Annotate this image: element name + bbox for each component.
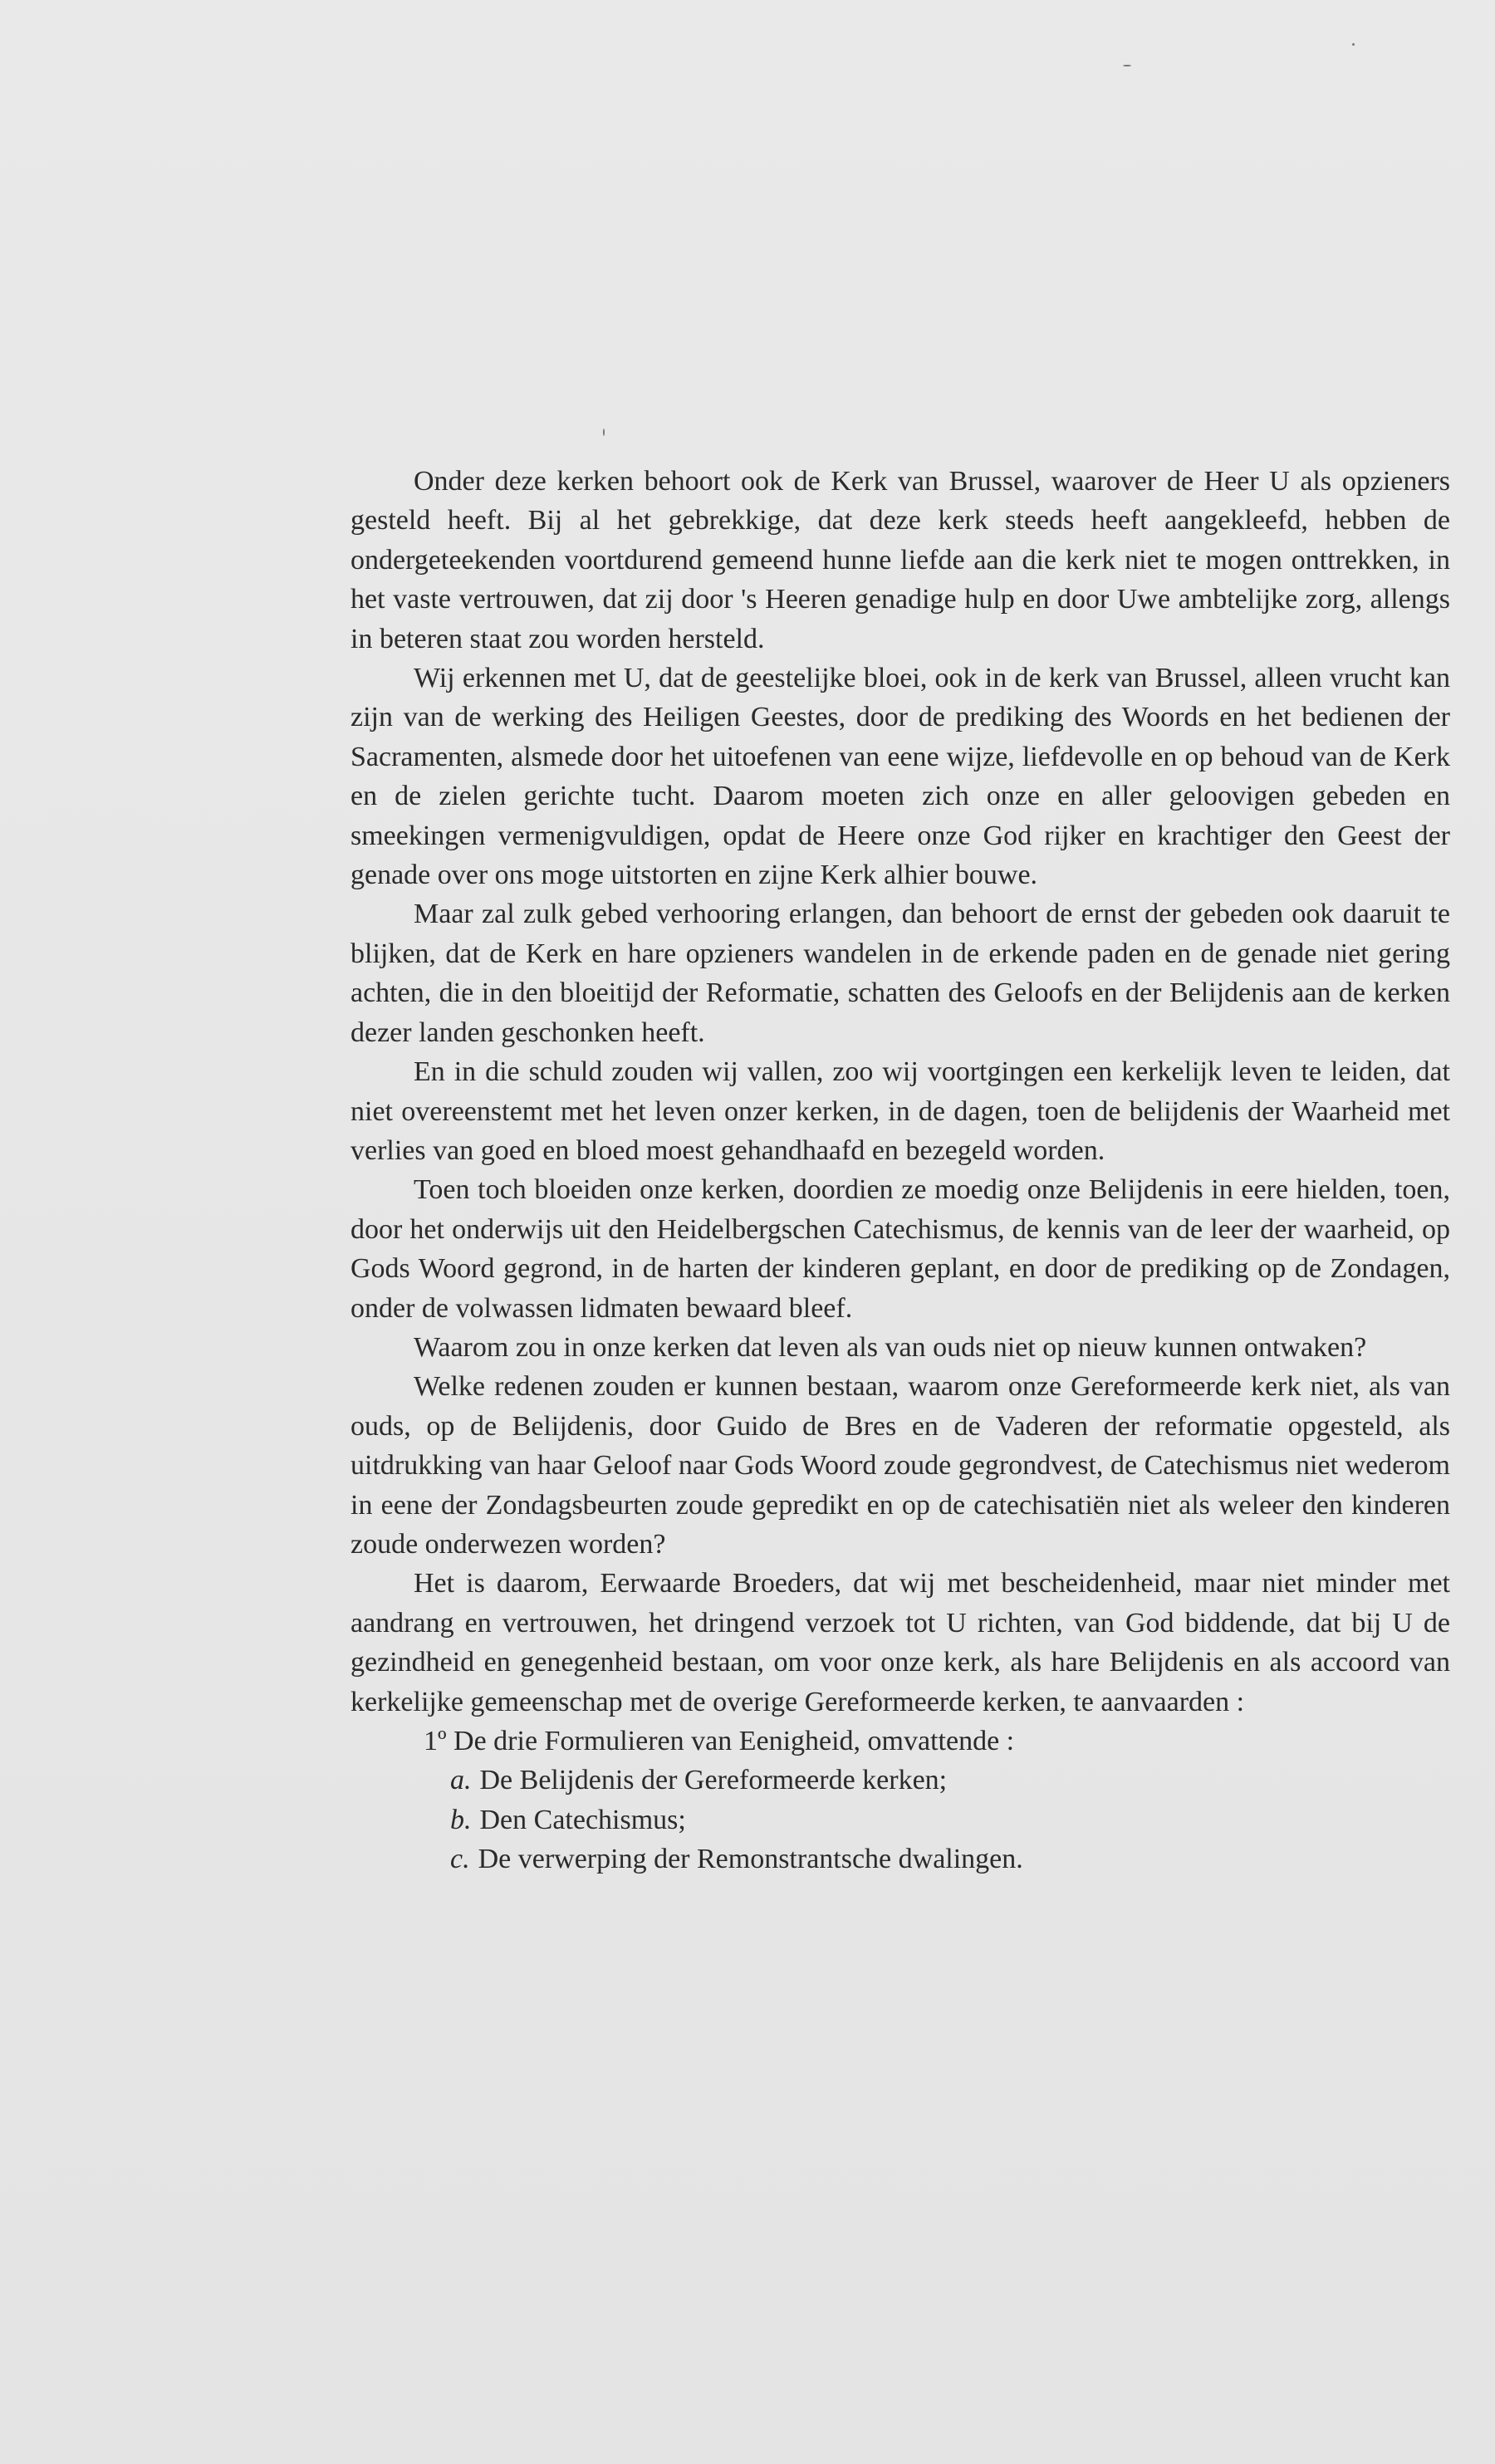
list-heading: 1º De drie Formulieren van Eenigheid, omvattende : [424, 1726, 1015, 1756]
list-item-letter: b. [450, 1804, 472, 1835]
list-item-letter: a. [450, 1765, 472, 1796]
paragraph: Het is daarom, Eerwaarde Broeders, dat wij met bescheidenheid, maar niet minder met aandrang en vertrouwen, het dringend verzoek tot U richten, van God biddende, dat bij U de gezindheid en genegenheid bestaan, om voor onze kerk, als hare Belijdenis en als accoord van kerkelijke gemeenschap met de overige Gereformeerde kerken, te aanvaarden : [350, 1568, 1450, 1717]
paragraph: Welke redenen zouden er kunnen bestaan, waarom onze Gereformeerde kerk niet, als van ouds, op de Belijdenis, door Guido de Bres en de Vaderen der reformatie opgesteld, als uitdrukking van haar Geloof naar Gods Woord zoude gegrondvest, de Catechismus niet wederom in eene der Zondagsbeurten zoude gepredikt en op de catechisatiën niet als weleer den kinderen zoude onderwezen worden? [350, 1371, 1450, 1560]
page-speck [1352, 43, 1355, 46]
list-item-letter: c. [450, 1844, 470, 1875]
paragraph: Maar zal zulk gebed verhooring erlangen, dan behoort de ernst der gebeden ook daaruit te blijken, dat de Kerk en hare opzieners wandelen in de erkende paden en de genade niet gering achten, die in den bloeitijd der Reformatie, schatten des Geloofs en der Belijdenis aan de kerken dezer landen geschonken heeft. [350, 899, 1450, 1048]
paragraph: Wij erkennen met U, dat de geestelijke bloei, ook in de kerk van Brussel, alleen vrucht kan zijn van de werking des Heiligen Geestes, door de prediking des Woords en het bedienen der Sacramenten, alsmede door het uitoefenen van eene wijze, liefdevolle en op behoud van de Kerk en de zielen gerichte tucht. Daarom moeten zich onze en aller geloovigen gebeden en smeekingen vermenigvuldigen, opdat de Heere onze God rijker en krachtiger den Geest der genade over ons moge uitstorten en zijne Kerk alhier bouwe. [350, 663, 1450, 891]
list-item [350, 1800, 1450, 1839]
paragraph: Onder deze kerken behoort ook de Kerk van Brussel, waarover de Heer U als opzieners gesteld heeft. Bij al het gebrekkige, dat deze kerk steeds heeft aangekleefd, hebben de ondergeteekenden voortdurend gemeend hunne liefde aan die kerk niet te mogen onttrekken, in het vaste vertrouwen, dat zij door 's Heeren genadige hulp en door Uwe ambtelijke zorg, allengs in beteren staat zou worden hersteld. [350, 466, 1450, 654]
paragraph: En in die schuld zouden wij vallen, zoo wij voortgingen een kerkelijk leven te leiden, dat niet overeenstemt met het leven onzer kerken, in de dagen, toen de belijdenis der Waarheid met verlies van goed en bloed moest gehandhaafd en bezegeld worden. [350, 1056, 1450, 1166]
page-speck [1123, 65, 1131, 66]
letter-body [350, 462, 1450, 1879]
list-item-text: Den Catechismus; [479, 1804, 686, 1835]
list-item-text: De Belijdenis der Gereformeerde kerken; [479, 1765, 948, 1796]
paragraph: Waarom zou in onze kerken dat leven als van ouds niet op nieuw kunnen ontwaken? [414, 1331, 1367, 1363]
list-item-text: De verwerping der Remonstrantsche dwalingen. [478, 1844, 1023, 1875]
list-item [350, 1761, 1450, 1800]
list-item [350, 1839, 1450, 1879]
page-speck [603, 429, 605, 436]
paragraph: Toen toch bloeiden onze kerken, doordien ze moedig onze Belijdenis in eere hielden, toen, door het onderwijs uit den Heidelbergschen Catechismus, de kennis van de leer der waarheid, op Gods Woord gegrond, in de harten der kinderen geplant, en door de prediking op de Zondagen, onder de volwassen lidmaten bewaard bleef. [350, 1174, 1450, 1324]
